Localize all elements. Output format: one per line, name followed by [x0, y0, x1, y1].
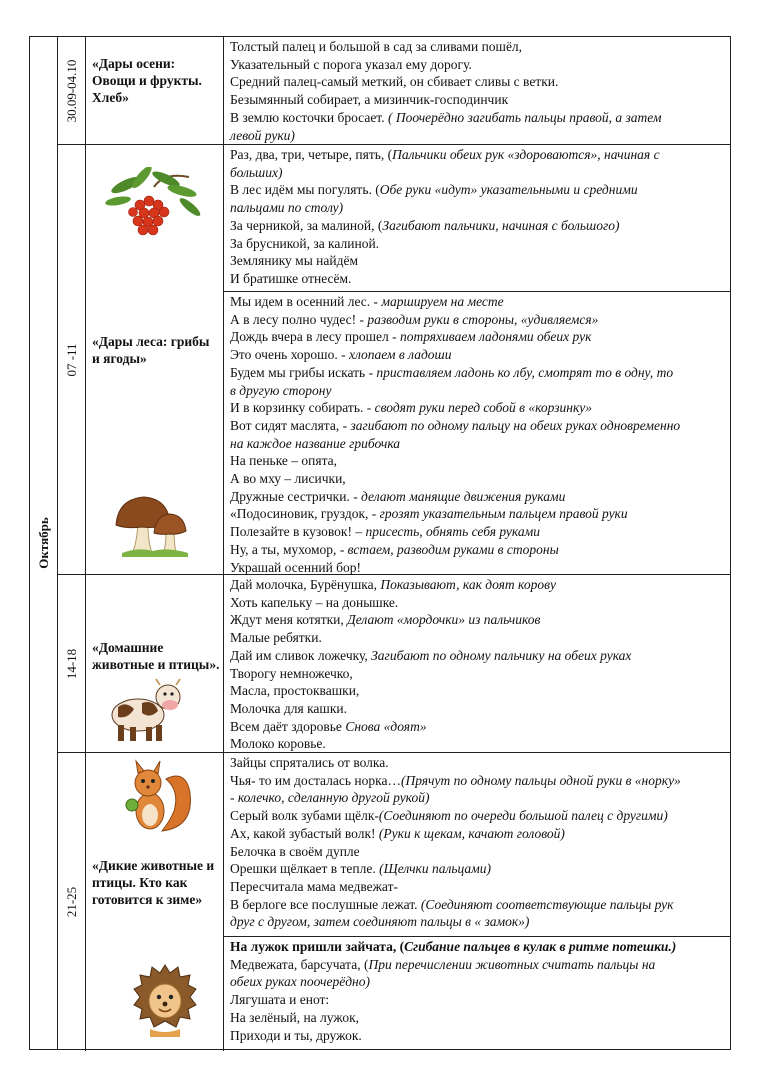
hedgehog-image: [130, 959, 200, 1041]
rhyme-text: Малые ребятки.: [230, 630, 322, 646]
instruction-text: - делают манящие движения руками: [353, 488, 566, 504]
rhyme-line: [230, 938, 724, 956]
rhyme-line: [230, 164, 724, 182]
rhyme-line: [230, 735, 724, 753]
section-row: [58, 145, 730, 575]
instruction-text: - колечко, сделанную другой рукой): [230, 790, 430, 806]
instruction-text: пальцами по столу): [230, 200, 344, 216]
rhyme-text: В берлоге все послушные лежат.: [230, 896, 421, 912]
instruction-text: - встаем, разводим руками в стороны: [339, 541, 559, 557]
date-cell: [58, 145, 86, 574]
instruction-text: Снова «доят»: [345, 718, 427, 734]
topic-title: «Дары осени: Овощи и фрукты. Хлеб»: [92, 56, 202, 105]
instruction-text: – присесть, обнять себя руками: [355, 524, 541, 540]
rhyme-text: Творогу немножечко,: [230, 665, 353, 681]
rhyme-text: Масла, простоквашки,: [230, 683, 360, 699]
rhyme-text: И братишке отнесём.: [230, 270, 352, 286]
rhyme-text: Ну, а ты, мухомор,: [230, 541, 340, 557]
rhyme-text: Дай молочка, Бурёнушка,: [230, 577, 381, 592]
rhyme-line: [230, 435, 724, 453]
rhyme-line: [230, 38, 724, 56]
instruction-text: обеих руках поочерёдно): [230, 974, 370, 990]
rhyme-line: [230, 576, 724, 594]
section-row: [58, 37, 730, 145]
rhyme-line: [230, 913, 724, 931]
rhyme-text: Землянику мы найдём: [230, 253, 359, 269]
date-label: 30.09-04.10: [63, 59, 79, 122]
rhyme-line: [230, 665, 724, 683]
topic-cell: [86, 575, 224, 752]
rhyme-text: И в корзинку собирать.: [230, 400, 367, 416]
rhyme-line: [230, 629, 724, 647]
date-cell: [58, 575, 86, 752]
instruction-text: (Щелчки пальцами): [379, 861, 492, 877]
rhyme-block: [224, 37, 730, 145]
instruction-text: на каждое название грибочка: [230, 435, 401, 451]
rhyme-text: «Подосиновик, груздок,: [230, 506, 372, 522]
instruction-text: Сгибание пальцев в кулак в ритме потешки.): [404, 939, 677, 954]
instruction-text: друг с другом, затем соединяют пальцы в « замок»): [230, 914, 530, 930]
rhyme-line: [230, 956, 724, 974]
month-label: Октябрь: [35, 517, 51, 569]
instruction-text: - сводят руки перед собой в «корзинку»: [366, 400, 593, 416]
rhyme-line: [230, 181, 724, 199]
rhyme-line: [230, 594, 724, 612]
rhyme-text: Молочка для кашки.: [230, 700, 347, 716]
rhyme-line: [230, 700, 724, 718]
topic-cell: [86, 753, 224, 1051]
instruction-text: (Соединяют соответствующие пальцы рук: [420, 896, 674, 912]
rhyme-text: В землю косточки бросает.: [230, 109, 388, 125]
rhyme-line: [230, 346, 724, 364]
rhyme-line: [230, 56, 724, 74]
rhyme-text: Чья- то им досталась норка…: [230, 772, 401, 788]
content-cell: [224, 37, 730, 144]
rhyme-block: [224, 575, 730, 753]
rhyme-text: Зайцы спрятались от волка.: [230, 755, 389, 770]
date-cell: [58, 37, 86, 144]
rhyme-line: [230, 217, 724, 235]
rhyme-text: Приходи и ты, дружок.: [230, 1027, 362, 1043]
rhyme-block: [224, 292, 730, 575]
instruction-text: Загибают по одному пальчику на обеих руках: [371, 647, 632, 663]
instruction-text: Пальчики обеих рук «здороваются», начиная с: [392, 147, 660, 162]
rhyme-text: Орешки щёлкает в тепле.: [230, 861, 380, 877]
date-label: 14-18: [63, 648, 79, 679]
rhyme-line: [230, 647, 724, 665]
rhyme-line: [230, 789, 724, 807]
rowan-berries-image: [104, 167, 204, 247]
instruction-text: левой руки): [230, 127, 295, 143]
instruction-text: ( Поочерёдно загибать пальцы правой, а затем: [387, 109, 662, 125]
mushroom-image: [108, 487, 198, 559]
rhyme-line: [230, 127, 724, 145]
rhyme-line: [230, 109, 724, 127]
instruction-text: При перечислении животных считать пальцы на: [368, 956, 656, 972]
instruction-text: - разводим руки в стороны, «удивляемся»: [359, 311, 599, 327]
rhyme-line: [230, 470, 724, 488]
instruction-text: - загибают по одному пальцу на обеих руках одновременно: [342, 417, 681, 433]
rhyme-text: Дружные сестрички.: [230, 488, 354, 504]
cow-image: [104, 675, 184, 747]
rhyme-line: [230, 235, 724, 253]
topic-title: «Дикие животные и птицы. Кто как готовится к зиме»: [92, 858, 215, 907]
rhyme-text: Средний палец-самый меткий, он сбивает сливы с ветки.: [230, 74, 559, 90]
rhyme-text: Медвежата, барсучата, (: [230, 956, 369, 972]
rhyme-text: Дай им сливок ложечку,: [230, 647, 372, 663]
rhyme-line: [230, 843, 724, 861]
rhyme-text: На зелёный, на лужок,: [230, 1009, 360, 1025]
topic-cell: [86, 37, 224, 144]
rhyme-text: Указательный с порога указал ему дорогу.: [230, 56, 472, 72]
section-row: [58, 753, 730, 1051]
rhyme-text: Безымянный собирает, а мизинчик-господинчик: [230, 92, 509, 108]
instruction-text: Обе руки «идут» указательными и средними: [379, 182, 638, 198]
rhyme-text: За черникой, за малиной, (: [230, 217, 383, 233]
topic-title: «Домашние животные и птицы».: [92, 640, 220, 672]
rhyme-line: [230, 399, 724, 417]
instruction-text: - хлопаем в ладоши: [341, 347, 452, 363]
rhyme-text: Мы идем в осенний лес.: [230, 294, 374, 309]
section-row: [58, 575, 730, 753]
rhyme-text: Серый волк зубами щёлк-: [230, 808, 379, 824]
rhyme-line: [230, 91, 724, 109]
rhyme-line: [230, 611, 724, 629]
instruction-text: больших): [230, 164, 283, 180]
rhyme-line: [230, 825, 724, 843]
instruction-text: - грозят указательным пальцем правой руки: [371, 506, 628, 522]
rhyme-text: Будем мы грибы искать: [230, 364, 369, 380]
rhyme-text: Ждут меня котятки,: [230, 612, 348, 628]
rhyme-text: Пересчитала мама медвежат-: [230, 878, 398, 894]
rhyme-text: В лес идём мы погулять. (: [230, 182, 380, 198]
rhyme-line: [230, 73, 724, 91]
rhyme-text: Толстый палец и большой в сад за сливами пошёл,: [230, 39, 523, 54]
rhyme-block: [224, 753, 730, 937]
instruction-text: (Соединяют по очереди большой палец с другими): [378, 808, 668, 824]
rhyme-line: [230, 364, 724, 382]
instruction-text: - потряхиваем ладонями обеих рук: [392, 329, 592, 345]
date-label: 07 -11: [63, 342, 79, 377]
rhyme-line: [230, 417, 724, 435]
instruction-text: Делают «мордочки» из пальчиков: [347, 612, 541, 628]
rhyme-text: Молоко коровье.: [230, 736, 326, 752]
instruction-text: - маршируем на месте: [373, 294, 504, 309]
rhyme-block: [224, 937, 730, 1051]
rhyme-text: А в лесу полно чудес!: [230, 311, 360, 327]
squirrel-image: [116, 757, 196, 843]
rhyme-line: [230, 772, 724, 790]
rhyme-line: [230, 293, 724, 311]
date-cell: [58, 753, 86, 1051]
instruction-text: (Руки к щекам, качают головой): [378, 825, 565, 841]
topic-cell: [86, 145, 224, 574]
rhyme-line: [230, 505, 724, 523]
rhyme-line: [230, 807, 724, 825]
rhyme-line: [230, 199, 724, 217]
instruction-text: в другую сторону: [230, 382, 332, 398]
rhyme-line: [230, 146, 724, 164]
rhyme-text: Полезайте в кузовок!: [230, 524, 356, 540]
rhyme-line: [230, 860, 724, 878]
rhyme-line: [230, 896, 724, 914]
instruction-text: (Прячут по одному пальцы одной руки в «норку»: [400, 772, 681, 788]
rhyme-line: [230, 452, 724, 470]
rhyme-text: За брусникой, за калиной.: [230, 235, 380, 251]
rhyme-line: [230, 973, 724, 991]
rhyme-text: Ах, какой зубастый волк!: [230, 825, 379, 841]
rhyme-line: [230, 541, 724, 559]
rhyme-text: На пеньке – опята,: [230, 453, 338, 469]
rhyme-line: [230, 559, 724, 577]
rhyme-text: Лягушата и енот:: [230, 992, 330, 1008]
rhyme-text: Хоть капельку – на донышке.: [230, 594, 399, 610]
rhyme-line: [230, 1027, 724, 1045]
content-cell: [224, 753, 730, 1051]
rhyme-line: [230, 328, 724, 346]
rhyme-line: [230, 252, 724, 270]
rhyme-line: [230, 991, 724, 1009]
content-cell: [224, 575, 730, 752]
rhyme-line: [230, 311, 724, 329]
month-column: [30, 37, 58, 1049]
rhyme-text: Белочка в своём дупле: [230, 843, 360, 859]
rhyme-line: [230, 754, 724, 772]
rhyme-line: [230, 878, 724, 896]
rhyme-text: Вот сидят маслята,: [230, 417, 343, 433]
rhyme-text: Украшай осенний бор!: [230, 559, 362, 575]
rhyme-line: [230, 1009, 724, 1027]
content-cell: [224, 145, 730, 574]
rhyme-text: Это очень хорошо.: [230, 347, 342, 363]
instruction-text: Загибают пальчики, начиная с большого): [382, 217, 620, 233]
date-label: 21-25: [63, 886, 79, 918]
rhyme-line: [230, 682, 724, 700]
rhyme-block: [224, 145, 730, 292]
instruction-text: Показывают, как доят корову: [380, 577, 556, 592]
topic-title: «Дары леса: грибы и ягоды»: [92, 334, 210, 366]
rhyme-line: [230, 718, 724, 736]
instruction-text: - приставляем ладонь ко лбу, смотрят то в одну, то: [368, 364, 674, 380]
rhyme-line: [230, 488, 724, 506]
rhyme-line: [230, 523, 724, 541]
rhyme-text: На лужок пришли зайчата, (: [230, 939, 405, 954]
rhyme-line: [230, 382, 724, 400]
rhyme-text: А во мху – лисички,: [230, 471, 346, 487]
rhyme-line: [230, 270, 724, 288]
rhyme-text: Всем даёт здоровье: [230, 718, 346, 734]
activity-table: [29, 36, 731, 1050]
rhyme-text: Дождь вчера в лесу прошел: [230, 329, 393, 345]
rhyme-text: Раз, два, три, четыре, пять, (: [230, 147, 393, 162]
